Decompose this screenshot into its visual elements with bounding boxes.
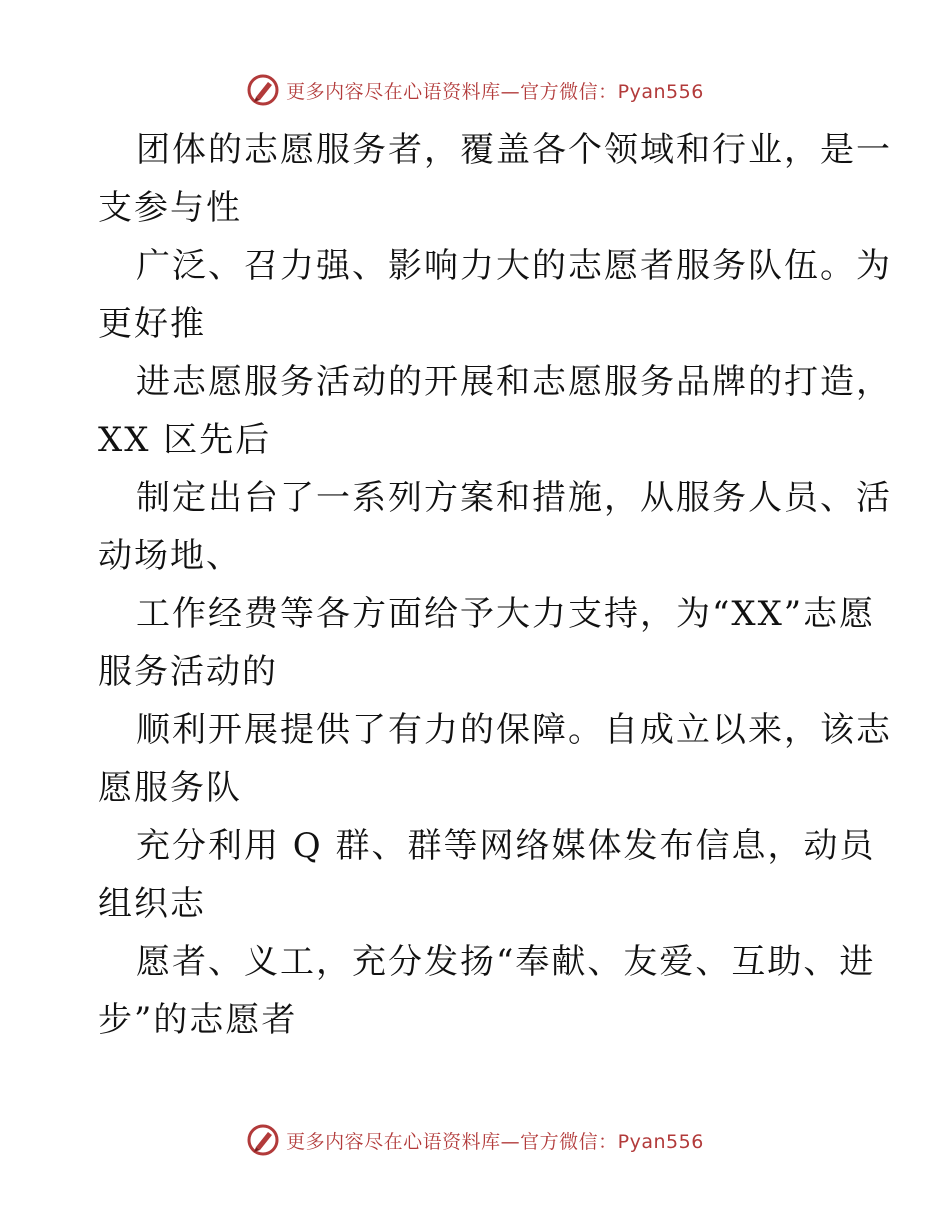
paragraph-line: 动场地、 bbox=[98, 536, 242, 576]
paragraph-line: 步”的志愿者 bbox=[98, 1000, 298, 1040]
paragraph-2 bbox=[98, 237, 892, 353]
paragraph-6 bbox=[98, 701, 892, 817]
paragraph-5 bbox=[98, 585, 876, 701]
header-banner-text: 更多内容尽在心语资料库—官方微信：Pyan556 bbox=[286, 80, 704, 103]
pen-logo-icon bbox=[246, 73, 280, 107]
paragraph-line: 愿服务队 bbox=[98, 768, 242, 808]
paragraph-line: 广泛、召力强、影响力大的志愿者服务队伍。为 bbox=[136, 246, 892, 286]
paragraph-4 bbox=[98, 469, 892, 585]
paragraph-line: 工作经费等各方面给予大力支持，为“XX”志愿 bbox=[136, 594, 876, 634]
paragraph-line: 支参与性 bbox=[98, 188, 242, 228]
paragraph-line: 进志愿服务活动的开展和志愿服务品牌的打造， bbox=[136, 362, 892, 402]
document-body bbox=[98, 121, 892, 1049]
paragraph-line: 组织志 bbox=[98, 884, 206, 924]
paragraph-1 bbox=[98, 121, 892, 237]
paragraph-line: XX 区先后 bbox=[98, 420, 272, 460]
header-banner bbox=[0, 70, 950, 110]
paragraph-line: 制定出台了一系列方案和措施，从服务人员、活 bbox=[136, 478, 892, 518]
pen-logo-icon bbox=[246, 1123, 280, 1157]
paragraph-3 bbox=[98, 353, 892, 469]
paragraph-line: 顺利开展提供了有力的保障。自成立以来，该志 bbox=[136, 710, 892, 750]
paragraph-line: 更好推 bbox=[98, 304, 206, 344]
paragraph-line: 充分利用 Q 群、群等网络媒体发布信息，动员 bbox=[136, 826, 876, 866]
footer-banner bbox=[0, 1120, 950, 1160]
paragraph-line: 服务活动的 bbox=[98, 652, 278, 692]
paragraph-8 bbox=[98, 933, 876, 1049]
footer-banner-text: 更多内容尽在心语资料库—官方微信：Pyan556 bbox=[286, 1130, 704, 1153]
paragraph-7 bbox=[98, 817, 876, 933]
paragraph-line: 团体的志愿服务者，覆盖各个领域和行业，是一 bbox=[136, 130, 892, 170]
paragraph-line: 愿者、义工，充分发扬“奉献、友爱、互助、进 bbox=[136, 942, 876, 982]
